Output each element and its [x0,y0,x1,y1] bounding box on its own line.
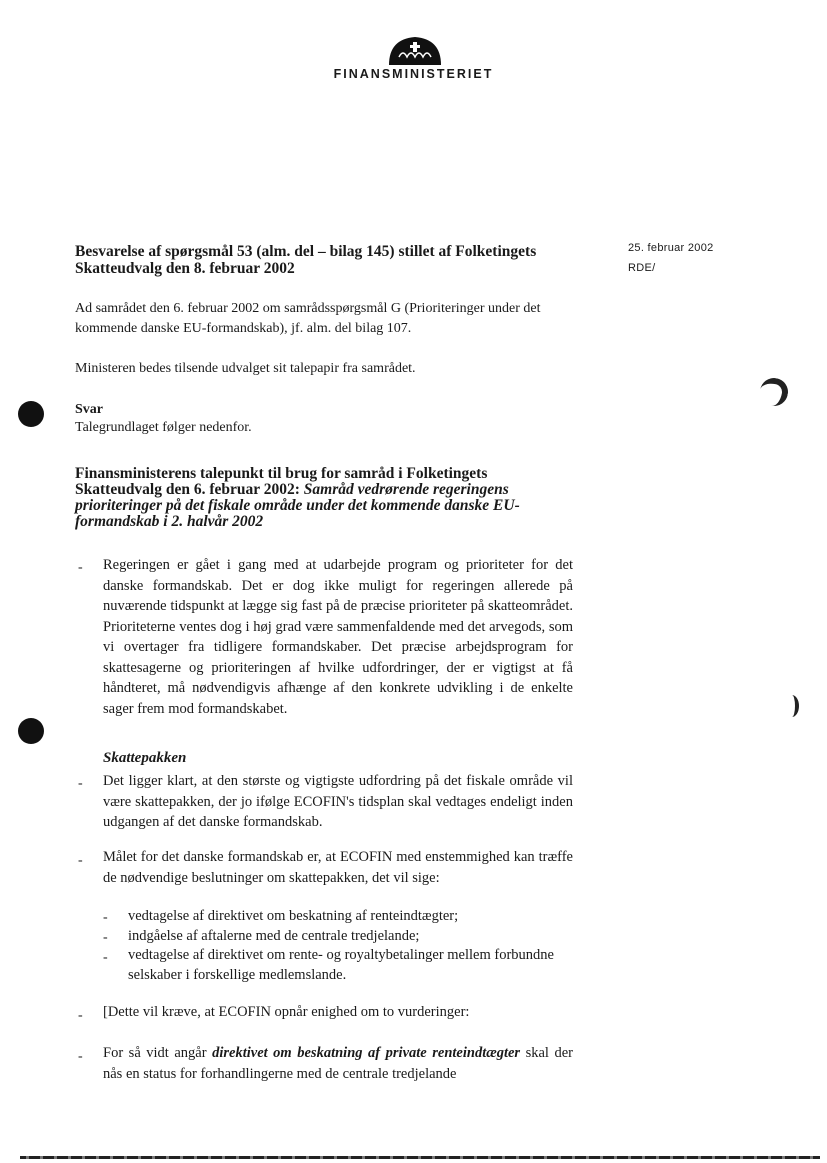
punch-hole [18,718,44,744]
sub-bullet-marker: - [103,930,108,945]
section-title-italic: Samråd vedrørende regeringens prioriteringer på det fiskale område under det kommende danske EU-formandskab i 2. halvår 2002 [75,481,520,530]
scan-mark [785,695,799,717]
bullet-marker: - [78,853,83,868]
document-reference: RDE/ [628,262,656,274]
bottom-border [20,1156,820,1159]
bullet-marker: - [78,1049,83,1064]
sub-bullet-text: indgåelse af aftalerne med de centrale tredjelande; [128,928,420,944]
bullet-text: Målet for det danske formandskab er, at ECOFIN med enstemmighed kan træffe de nødvendige beslutninger om skattepakken, det vil sige: [103,849,573,886]
bullet-text: Det ligger klart, at den største og vigtigste udfordring på det fiskale område vil være skattepakken, der jo ifølge ECOFIN's tidsplan skal vedtages endeligt inden udgangen af det danske formandskab. [103,773,573,830]
ministry-name: FINANSMINISTERIET [333,67,494,81]
sub-bullet-text: vedtagelse af direktivet om rente- og royaltybetalinger mellem forbundne selskaber i forskellige medlemslande. [128,947,554,983]
bullet-text: Regeringen er gået i gang med at udarbejde program og prioriteter for det danske formandskab. Det er dog ikke muligt for regeringen allerede på nuværende tidspunkt at lægge sig fast på de præcise prioriteter på skatteområdet. Prioriteterne ventes dog i høj grad være sammenfaldende med det arvegods, som vi overtager fra tidligere formandskaber. Det præcise arbejdsprogram for skattesagerne og prioriteringen af hvilke udfordringer, der er vigtigst at få håndteret, må nødvendigvis afhænge af den konkrete udvikling i de enkelte sager frem mod formandskabet. [103,557,573,717]
intro-paragraph: Ad samrådet den 6. februar 2002 om samrådsspørgsmål G (Prioriteringer under det kommende danske EU-formandskab), jf. alm. del bilag 107. [75,301,541,336]
request-paragraph: Ministeren bedes tilsende udvalget sit talepapir fra samrådet. [75,361,416,376]
scan-mark [758,376,790,408]
document-date: 25. februar 2002 [628,242,714,254]
section-title-plain: Finansministerens talepunkt til brug for samråd i Folketingets Skatteudvalg den 6. februar 2002: [75,465,488,498]
bullet-marker: - [78,560,83,575]
bullet-text-pre: For så vidt angår [103,1045,213,1061]
section-title [75,466,575,530]
punch-hole [18,401,44,427]
answer-label: Svar [75,402,103,417]
bullet-text: [Dette vil kræve, at ECOFIN opnår enighed om to vurderinger: [103,1004,470,1020]
sub-bullet-marker: - [103,910,108,925]
bullet-marker: - [78,776,83,791]
bullet-marker: - [78,1008,83,1023]
crown-logo-icon [385,33,445,67]
bullet-text [103,1043,573,1084]
answer-text: Talegrundlaget følger nedenfor. [75,420,252,435]
bullet-text-emphasis: direktivet om beskatning af private renteindtægter [212,1045,521,1061]
bullet-text-post: skal der nås en status for forhandlingerne med de centrale tredjelande [103,1045,573,1082]
sub-bullet-text: vedtagelse af direktivet om beskatning af renteindtægter; [128,908,459,924]
subheading: Skattepakken [103,750,187,766]
document-heading: Besvarelse af spørgsmål 53 (alm. del – bilag 145) stillet af Folketingets Skatteudvalg den 8. februar 2002 [75,243,537,277]
sub-bullet-marker: - [103,950,108,965]
